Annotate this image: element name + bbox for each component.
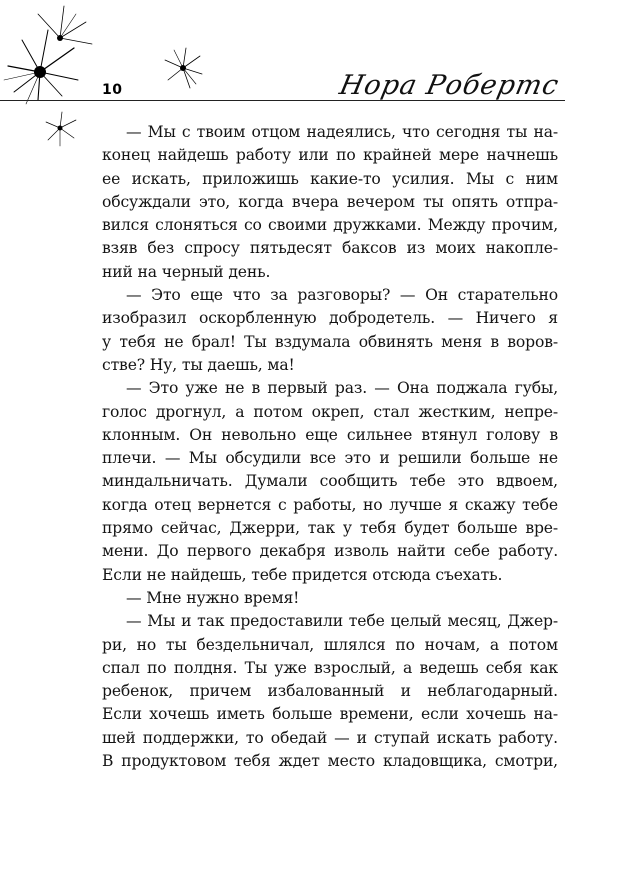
text-line: конец найдешь работу или по крайней мере начнешь (102, 146, 558, 165)
text-line: изобразил оскорбленную добродетель. — Ничего я (102, 309, 558, 328)
text-line: у тебя не брал! Ты вздумала обвинять меня в воров- (102, 332, 558, 351)
text-line: вился слоняться со своими дружками. Между прочим, (102, 216, 558, 235)
text-line: ний на черный день. (102, 262, 271, 281)
text-line: взяв без спросу пятьдесят баксов из моих накопле- (102, 239, 558, 258)
text-line: Если не найдешь, тебе придется отсюда съехать. (102, 565, 503, 584)
text-line: спал по полдня. Ты уже взрослый, а ведешь себя как (102, 658, 558, 677)
text-line: ее искать, приложишь какие-то усилия. Мы с ним (102, 169, 558, 188)
text-line: когда отец вернется с работы, но лучше я скажу тебе (102, 495, 558, 514)
text-line: — Мне нужно время! (126, 588, 300, 607)
text-line: плечи. — Мы обсудили все это и решили больше не (102, 449, 558, 468)
body-text (102, 121, 558, 773)
text-line: Если хочешь иметь больше времени, если хочешь на- (102, 705, 558, 724)
running-header (0, 70, 621, 110)
text-line: клонным. Он невольно еще сильнее втянул голову в (102, 425, 558, 444)
header-rule (0, 100, 565, 101)
author-name: Нора Робертс (337, 70, 563, 101)
text-line: миндальничать. Думали сообщить тебе это вдвоем, (102, 472, 558, 491)
text-line: — Это еще что за разговоры? — Он старательно (126, 286, 558, 305)
text-line: ребенок, причем избалованный и неблагодарный. (102, 682, 558, 701)
text-line: ри, но ты бездельничал, шлялся по ночам, а потом (102, 635, 558, 654)
text-line: — Это уже не в первый раз. — Она поджала губы, (126, 379, 558, 398)
text-line: В продуктовом тебя ждет место кладовщика, смотри, (102, 752, 558, 771)
text-line: шей поддержки, то обедай — и ступай искать работу. (102, 728, 558, 747)
text-line: мени. До первого декабря изволь найти себе работу. (102, 542, 558, 561)
text-line: обсуждали это, когда вчера вечером ты опять отпра- (102, 192, 558, 211)
text-line: стве? Ну, ты даешь, ма! (102, 355, 295, 374)
page-number: 10 (102, 82, 123, 98)
splatter-small (46, 112, 76, 146)
text-line: — Мы и так предоставили тебе целый месяц, Джер- (126, 612, 558, 631)
text-line: — Мы с твоим отцом надеялись, что сегодня ты на- (126, 123, 558, 141)
text-line: прямо сейчас, Джерри, так у тебя будет больше вре- (102, 519, 558, 538)
text-line: голос дрогнул, а потом окреп, стал жестким, непре- (102, 402, 558, 421)
